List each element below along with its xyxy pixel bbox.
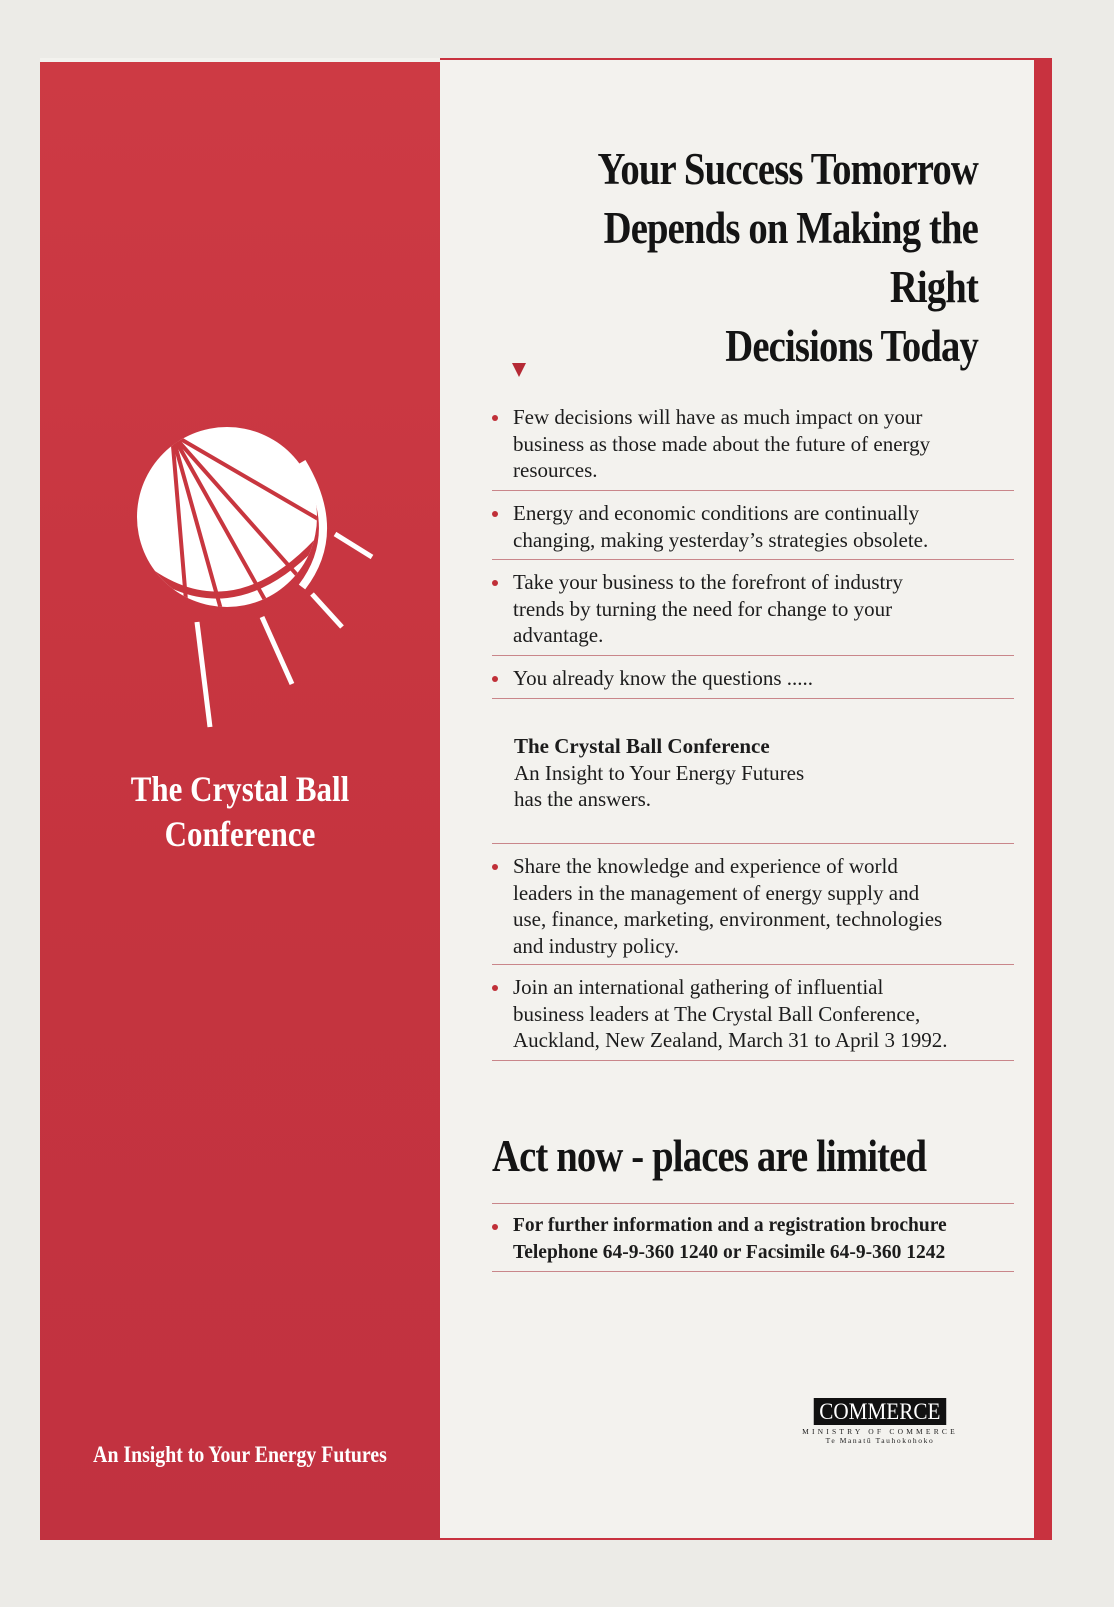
bullet-text: business as those made about the future of energy [513,431,931,456]
bullet-item [492,500,1012,553]
headline-line: Depends on Making the Right [603,203,978,312]
bottom-border [440,1538,1052,1540]
bullet-icon [492,676,498,682]
conference-title-line: Conference [164,814,316,854]
bullet-item [492,665,1012,692]
bullet-text: leaders in the management of energy supply and [513,880,920,905]
bullet-text: Take your business to the forefront of industry [513,570,903,594]
divider [492,655,1014,656]
contact-line: For further information and a registration brochure [513,1215,947,1236]
bullet-text: Few decisions will have as much impact on your [513,405,923,429]
conference-title [102,767,377,857]
bullet-icon [492,985,498,991]
bullet-text: Auckland, New Zealand, March 31 to April 3 1992. [513,1028,948,1052]
maori-text: Te Manatū Tauhokohoko [825,1436,935,1445]
ministry-of-commerce-logo [800,1398,960,1445]
poster [40,58,1052,1540]
bullet-text: use, finance, marketing, environment, technologies [513,907,943,931]
divider [492,1271,1014,1272]
divider [492,698,1014,699]
ministry-text: MINISTRY OF COMMERCE [802,1427,958,1436]
conference-title-line: The Crystal Ball [130,769,350,809]
bullet-icon [492,1224,498,1230]
commerce-wordmark: COMMERCE [814,1398,946,1425]
answers-line: An Insight to Your Energy Futures [514,760,805,785]
divider [492,490,1014,491]
headline [531,140,978,376]
bullet-text: Energy and economic conditions are continually [513,501,920,525]
triangle-icon [512,363,526,377]
call-to-action: Act now - places are limited [492,1131,927,1181]
bullet-text: You already know the questions ..... [513,666,814,690]
divider [492,1060,1014,1061]
bullet-text: business leaders at The Crystal Ball Conference, [513,1001,921,1026]
divider [492,1203,1014,1204]
bullet-item [492,853,1012,959]
contact-info [492,1213,1012,1266]
bullet-text: Join an international gathering of influential [513,975,884,999]
bullet-item [492,974,1012,1054]
bullet-icon [492,511,498,517]
bullet-text: changing, making yesterday’s strategies obsolete. [513,527,929,552]
answers-block [514,733,934,813]
divider [492,843,1014,844]
bullet-text: resources. [513,458,598,482]
right-red-edge [1034,58,1052,1540]
answers-line: has the answers. [514,787,652,811]
headline-line: Decisions Today [725,321,978,371]
top-border [440,58,1052,60]
divider [492,964,1014,965]
bullet-text: trends by turning the need for change to your [513,596,893,621]
tagline: An Insight to Your Energy Futures [93,1442,387,1467]
bullet-item [492,404,1012,484]
bullet-text: and industry policy. [513,933,680,958]
bullet-item [492,569,1012,649]
divider [492,559,1014,560]
bullet-icon [492,415,498,421]
headline-line: Your Success Tomorrow [597,144,978,194]
bullet-icon [492,580,498,586]
answers-title: The Crystal Ball Conference [514,734,770,758]
left-red-panel [40,62,440,1540]
bullet-icon [492,864,498,870]
crystal-ball-icon [122,422,382,742]
bullet-text: advantage. [513,623,604,647]
bullet-text: Share the knowledge and experience of world [513,854,898,878]
contact-line: Telephone 64-9-360 1240 or Facsimile 64-9-360 1242 [513,1241,946,1263]
